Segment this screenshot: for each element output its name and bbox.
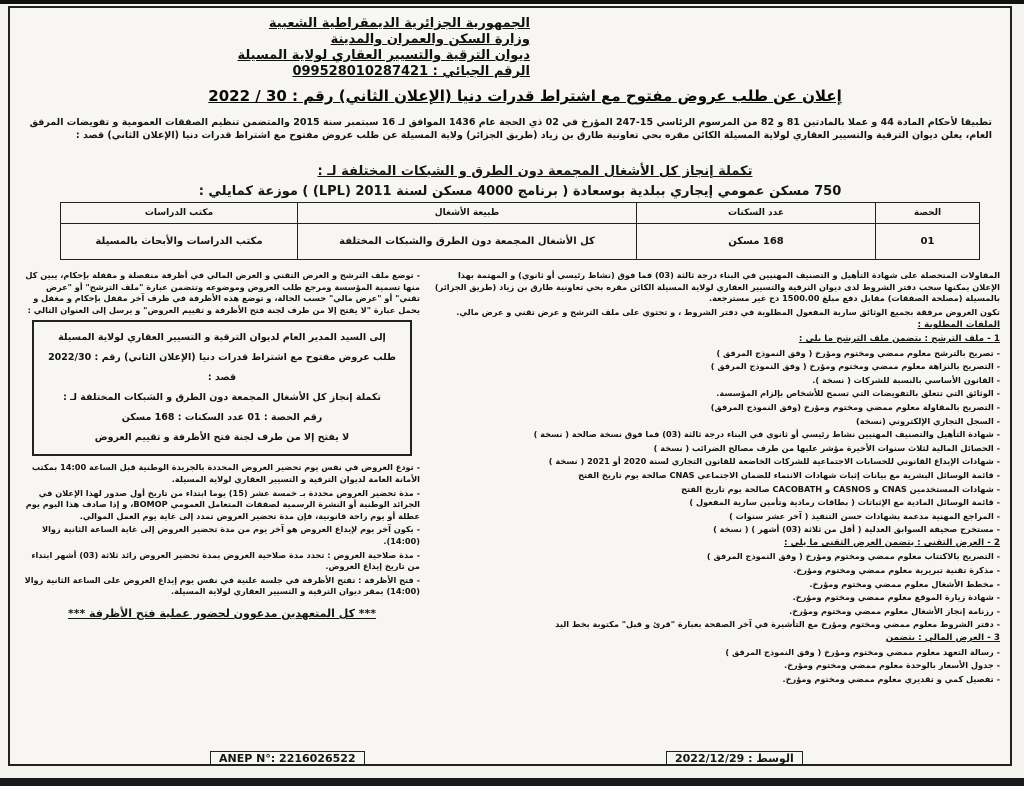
notice-subject: تكملة إنجاز كل الأشغال المجمعة دون الطرق و الشبكات المختلفة لـ : — [317, 164, 753, 179]
required-files-heading: الملفات المطلوبة : — [917, 320, 1000, 331]
intro-paragraph: تطبيقا لأحكام المادة 44 و عملا بالمادتين 81 و 82 من المرسوم الرئاسي 15-247 المؤرخ في 02 ذي الحجة عام 1436 الموافق لـ 16 سبتمبر سنة 2015 والمتضمن تنظيم الصفقات العمومية و تفويضات المرفق العام، يعلن ديوان الترقية والتسيير العقاري لولاية المسيلة الكائن مقره بحي تعاونية طارق بن زياد (طريق الجزائر) ولاية المسيلة عن طلب عروض مفتوح مع اشتراط قدرات دنيا (الإعلان الثاني) قصد : — [29, 117, 992, 141]
technical-offer-list — [430, 551, 1000, 631]
cell-works: كل الأشغال المجمعة دون الطرق والشبكات المختلفة — [298, 224, 637, 260]
list-item: - رزنامة إنجاز الأشغال معلوم ممضي ومختوم ومؤرخ. — [789, 605, 1000, 616]
lots-table-header — [61, 203, 980, 224]
opening-paragraph: - فتح الأظرفة : تفتح الأظرفة في جلسة علنية في نفس يوم إيداع العروض على الساعة الثانية زوالا (14:00) بمقر ديوان الترقية و التسيير العقاري لولاية المسيلة. — [24, 574, 420, 597]
list-item: - جدول الأسعار بالوحدة معلوم ممضي ومختوم ومؤرخ. — [784, 660, 1000, 671]
header-tax-number: الرقم الجبائي : 099528010287421 — [292, 64, 530, 79]
left-column — [24, 270, 420, 745]
envelope-address-box — [32, 320, 412, 456]
candidacy-file-heading: 1 - ملف الترشح : يتضمن ملف الترشح ما يلي : — [798, 333, 1000, 344]
list-item: - تفصيل كمي و تقديري معلوم ممضي ومختوم ومؤرخ. — [782, 673, 1000, 684]
anep-number: ANEP N°: 2216026522 — [210, 751, 365, 766]
col-units: عدد السكنات — [637, 203, 876, 224]
header-ministry: وزارة السكن والعمران والمدينة — [330, 32, 530, 47]
newspaper-date: الوسط : 2022/12/29 — [666, 751, 803, 766]
list-item: - مخطط الأشغال معلوم ممضي ومختوم ومؤرخ. — [809, 578, 1000, 589]
list-item: - التصريح بالاكتتاب معلوم ممضي ومختوم ومؤرخ ( وفق النموذج المرفق ) — [706, 551, 1000, 562]
program-line: 750 مسكن عمومي إيجاري ببلدية بوسعادة ( برنامج 4000 مسكن لسنة 2011 (LPL) ) موزعة كمايلي : — [198, 184, 842, 199]
validity-paragraph: - مدة صلاحية العروض : تحدد مدة صلاحية العروض بمدة تحضير العروض زائد ثلاثة (03) أشهر ابتداء من تاريخ إيداع العروض. — [31, 549, 420, 572]
list-item: - شهادات المستخدمين CNAS و CASNOS و CACOBATH صالحة يوم تاريخ الفتح — [681, 483, 1000, 494]
invitation-line: *** كل المتعهدين مدعوون لحضور عملية فتح الأظرفة *** — [67, 606, 377, 620]
envelope-line-5: لا يفتح إلا من طرف لجنة فتح الأظرفة و تقييم العروض — [94, 432, 350, 444]
cell-study-office: مكتب الدراسات والأبحاث بالمسيلة — [61, 224, 298, 260]
scan-top-edge — [0, 0, 1024, 4]
financial-offer-heading: 3 - العرض المالي : يتضمن — [885, 633, 1000, 644]
header-office: ديوان الترقية والتسيير العقاري لولاية المسيلة — [237, 48, 530, 63]
envelope-instructions: - توضع ملف الترشح و العرض التقني و العرض المالي في أظرفة منفصلة و مقفلة بإحكام، يبين كل منها تسمية المؤسسة ومرجع طلب العروض وموضوعه وتتضمن عبارة "ملف الترشح" أو "عرض تقني" أو "عرض مالي" حسب الحالة، و توضع هذه الأظرفة في ظرف آخر مقفل بإحكام و مغفل و يحمل عبارة "لا يفتح إلا من طرف لجنة فتح الأظرفة و تقييم العروض" و يرسل إلى العنوان التالي : — [25, 270, 420, 315]
list-item: - رسالة التعهد معلوم ممضي ومختوم ومؤرخ ( وفق النموذج المرفق ) — [725, 646, 1000, 657]
list-item: - التصريح بالنزاهة معلوم ممضي ومختوم ومؤرخ ( وفق النموذج المرفق ) — [710, 361, 1000, 372]
col-lot: الحصة — [876, 203, 980, 224]
tender-notice-page — [8, 6, 1012, 766]
col-study-office: مكتب الدراسات — [61, 203, 298, 224]
list-item: - المراجع المهنية مدعمة بشهادات حسن التنفيذ ( آخر عشر سنوات ) — [729, 510, 1000, 521]
envelope-line-3: تكملة إنجاز كل الأشغال المجمعة دون الطرق و الشبكات المختلفة لـ : — [63, 392, 381, 404]
list-item: - مستخرج صحيفة السوابق العدلية ( أقل من ثلاثة (03) أشهر ) ( نسخة ) — [713, 524, 1000, 535]
list-item: - السجل التجاري الإلكتروني (نسخة) — [855, 415, 1000, 426]
offers-paragraph: تكون العروض مرفقة بجميع الوثائق سارية المفعول المطلوبة في دفتر الشروط ، و تحتوي على ملف الترشح و عرض تقني و عرض مالي. — [456, 306, 1000, 317]
table-row — [61, 224, 980, 260]
list-item: - الوثائق التي تتعلق بالتفويضات التي تسمح للأشخاص بإلزام المؤسسة. — [716, 388, 1000, 399]
list-item: - دفتر الشروط معلوم ممضي ومختوم ومؤرخ مع التأشيرة في آخر الصفحة بعبارة "قرئ و قبل" مكتوبة بخط اليد — [555, 619, 1000, 630]
lots-table — [60, 202, 980, 260]
list-item: - التصريح بالمقاولة معلوم ممضي ومختوم ومؤرخ (وفق النموذج المرفق) — [710, 401, 1000, 412]
cell-units: 168 مسكن — [637, 224, 876, 260]
list-item: - القانون الأساسي بالنسبة للشركات ( نسخة ). — [812, 374, 1000, 385]
list-item: - قائمة الوسائل البشرية مع بيانات إثبات شهادات الانتماء للضمان الاجتماعي CNAS صالحة يوم تاريخ الفتح — [578, 469, 1000, 480]
envelope-line-4: رقم الحصة : 01 عدد السكنات : 168 مسكن — [121, 412, 323, 424]
last-day-paragraph: - يكون آخر يوم لإيداع العروض هو آخر يوم من مدة تحضير العروض إلى غاية الساعة الثانية زوالا (14:00). — [42, 524, 420, 546]
list-item: - شهادات الإيداع القانوني للحسابات الاجتماعية للشركات الخاضعة للقانون التجاري لسنة 2020 أو 2021 ( نسخة ) — [548, 456, 1000, 467]
header-republic: الجمهورية الجزائرية الديمقراطية الشعبية — [268, 16, 530, 31]
list-item: - شهادة التأهيل والتصنيف المهنيين نشاط رئيسي أو ثانوي في البناء درجة ثالثة (03) فما فوق نسخة صالحة ( نسخة ) — [533, 429, 1000, 440]
list-item: - تصريح بالترشح معلوم ممضي ومختوم ومؤرخ ( وفق النموذج المرفق ) — [716, 347, 1000, 358]
technical-offer-heading: 2 - العرض التقني : يتضمن العرض التقني ما يلي : — [783, 537, 1000, 548]
list-item: - الحصائل المالية لثلاث سنوات الأخيرة مؤشر عليها من طرف مصالح الضرائب ( نسخة ) — [653, 442, 1000, 453]
list-item: - مذكرة تقنية تبريرية معلوم ممضي ومختوم ومؤرخ. — [793, 565, 1000, 576]
deposit-paragraph: - تودع العروض في نفس يوم تحضير العروض المحددة بالجريدة الوطنية قبل الساعة 14:00 بمكتب الأمانة العامة لديوان الترقية و التسيير العقاري لولاية المسيلة. — [31, 462, 420, 484]
candidacy-file-list — [430, 348, 1000, 536]
envelope-line-2: طلب عروض مفتوح مع اشتراط قدرات دنيا (الإعلان الثاني) رقم : 2022/30 قصد : — [48, 352, 396, 384]
scan-bottom-edge — [0, 778, 1024, 786]
notice-title: إعلان عن طلب عروض مفتوح مع اشتراط قدرات دنيا (الإعلان الثاني) رقم : 30 / 2022 — [208, 87, 842, 105]
preparation-period-paragraph: - مدة تحضير العروض محددة بـ خمسة عشر (15) يوما ابتداء من تاريخ أول صدور لهذا الإعلان في الجرائد الوطنية أو النشرة الرسمية لصفقات المتعامل العمومي BOMOP، و إذا صادف هذا اليوم يوم عطلة أو يوم راحة قانونية، فإن مدة تحضير العروض تمدد إلى غاية يوم العمل الموالي. — [25, 487, 420, 521]
financial-offer-list — [430, 647, 1000, 686]
list-item: - شهادة زيارة الموقع معلوم ممضي ومختوم ومؤرخ. — [792, 592, 1000, 603]
withdrawal-paragraph: المقاولات المتحصلة على شهادة التأهيل و التصنيف المهنيين في البناء درجة ثالثة (03) فما فوق (نشاط رئيسي أو ثانوي) و المهتمة بهذا الإعلان يمكنها سحب دفتر الشروط لدى ديوان الترقية والتسيير العقاري لولاية المسيلة الكائن مقره بحي تعاونية طارق بن زياد (طريق الجزائر) بالمسيلة (مصلحة الصفقات) مقابل دفع مبلغ 1500.00 دج غير مسترجعة. — [434, 270, 1000, 304]
col-works: طبيعة الأشغال — [298, 203, 637, 224]
list-item: - قائمة الوسائل المادية مع الإثباتات ( بطاقات رمادية وتأمين سارية المفعول ) — [689, 497, 1000, 508]
envelope-line-1: إلى السيد المدير العام لديوان الترقية و التسيير العقاري لولاية المسيلة — [58, 332, 386, 344]
right-column — [430, 270, 1000, 750]
cell-lot: 01 — [876, 224, 980, 260]
